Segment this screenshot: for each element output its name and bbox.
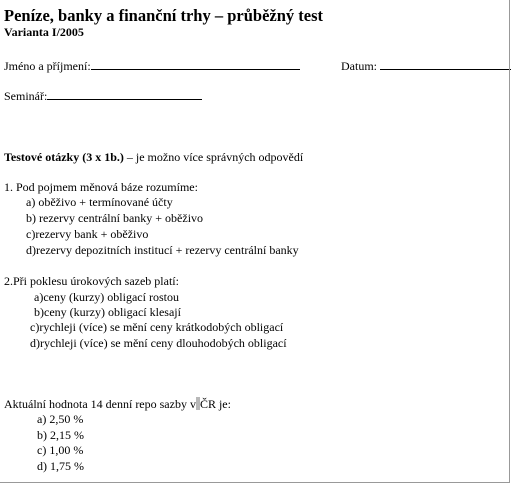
q1-option-b: b) rezervy centrální banky + oběživo <box>26 211 204 225</box>
q3-option-c: c) 1,00 % <box>37 443 84 457</box>
test-heading-note: – je možno více správných odpovědí <box>123 150 304 164</box>
question-2: 2.Při poklesu úrokových sazeb platí: <box>4 274 179 288</box>
date-field <box>341 58 511 74</box>
seminar-label: Seminář: <box>4 89 48 103</box>
q3-option-a: a) 2,50 % <box>37 412 84 426</box>
test-heading-bold: Testové otázky (3 x 1b.) <box>4 150 124 164</box>
question-3 <box>4 397 231 412</box>
q3-text-end: ČR je: <box>199 397 231 411</box>
q3-text-start: Aktuální hodnota 14 denní repo sazby v <box>4 397 196 411</box>
date-label: Datum: <box>341 59 377 73</box>
q2-option-b: b)ceny (kurzy) obligací klesají <box>34 305 181 319</box>
q2-option-c: c)rychleji (více) se mění ceny krátkodobých obligací <box>30 320 284 334</box>
seminar-field <box>4 88 202 104</box>
seminar-blank-line <box>47 88 202 100</box>
name-field <box>4 58 300 74</box>
document-title: Peníze, banky a finanční trhy – průběžný test <box>4 6 324 25</box>
q2-option-d: d)rychleji (více) se mění ceny dlouhodobých obligací <box>30 336 287 350</box>
q2-option-a: a)ceny (kurzy) obligací rostou <box>34 290 179 304</box>
name-label: Jméno a příjmení: <box>4 59 91 73</box>
q1-option-a: a) oběživo + termínované účty <box>26 195 173 209</box>
q3-option-d: d) 1,75 % <box>37 459 84 473</box>
variant-label: Varianta I/2005 <box>4 25 84 39</box>
q1-option-c: c)rezervy bank + oběživo <box>26 227 149 241</box>
test-heading <box>4 150 303 165</box>
q3-option-b: b) 2,15 % <box>37 428 84 442</box>
q1-option-d: d)rezervy depozitních institucí + rezervy centrální banky <box>26 243 299 257</box>
name-blank-line <box>91 58 300 70</box>
date-blank-line <box>380 58 511 70</box>
question-1: 1. Pod pojmem měnová báze rozumíme: <box>4 180 198 194</box>
